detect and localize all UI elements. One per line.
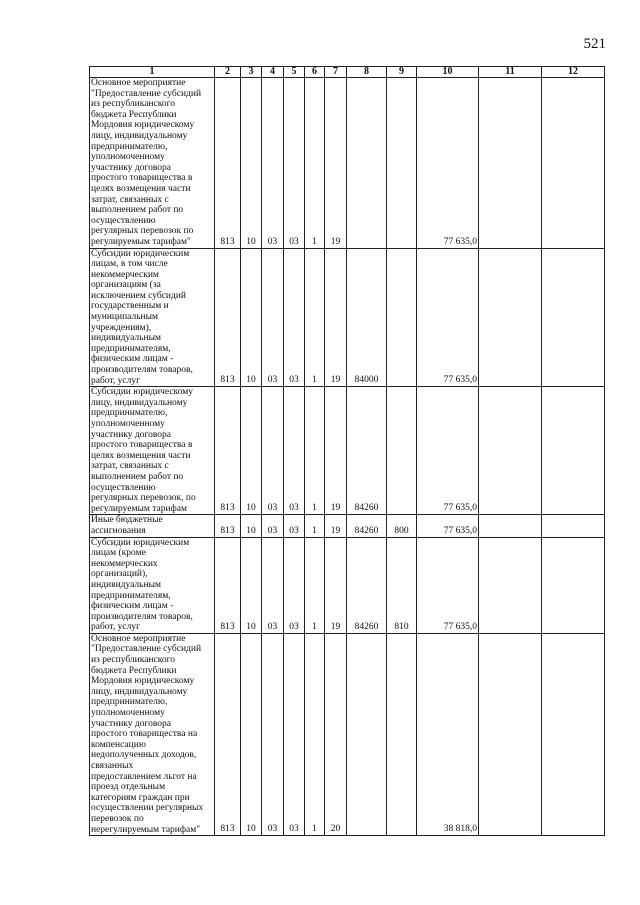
column-header: 2	[215, 67, 241, 78]
row-description: Основное мероприятие "Предоставление субсидий из республиканского бюджета Республики Мордовия юридическому лицу, индивидуальному предпринимателю, уполномоченному участнику договора простого товарищества в целях возмещения части затрат, связанных с выполнением работ по осуществлению регулярных перевозок по регулируемым тарифам"	[90, 78, 215, 249]
amount-cell	[479, 78, 542, 249]
amount-cell: 77 635,0	[417, 515, 479, 537]
budget-table	[89, 66, 605, 836]
amount-cell	[479, 515, 542, 537]
subsection-code: 03	[262, 515, 284, 537]
amount-cell	[479, 248, 542, 387]
column-header: 5	[284, 67, 305, 78]
event-code: 19	[325, 78, 347, 249]
subprogram-code: 1	[305, 387, 325, 515]
direction-code	[347, 78, 387, 249]
amount-cell: 38 818,0	[417, 633, 479, 835]
amount-cell	[542, 248, 605, 387]
section-code: 10	[241, 633, 262, 835]
expense-type-code	[387, 78, 417, 249]
subprogram-code: 1	[305, 248, 325, 387]
page-number: 521	[583, 36, 606, 52]
row-description: Субсидии юридическому лицу, индивидуальному предпринимателю, уполномоченному участнику договора простого товарищества в целях возмещения части затрат, связанных с выполнением работ по осуществлению регулярных перевозок, по регулируемым тарифам	[90, 387, 215, 515]
table-row	[90, 248, 605, 387]
ministry-code: 813	[215, 78, 241, 249]
amount-cell	[542, 537, 605, 633]
expense-type-code: 810	[387, 537, 417, 633]
subsection-code: 03	[262, 78, 284, 249]
program-code: 03	[284, 78, 305, 249]
subprogram-code: 1	[305, 537, 325, 633]
amount-cell: 77 635,0	[417, 78, 479, 249]
amount-cell	[542, 633, 605, 835]
amount-cell	[542, 78, 605, 249]
table-row	[90, 633, 605, 835]
section-code: 10	[241, 537, 262, 633]
direction-code: 84260	[347, 515, 387, 537]
subsection-code: 03	[262, 633, 284, 835]
ministry-code: 813	[215, 248, 241, 387]
subsection-code: 03	[262, 248, 284, 387]
subprogram-code: 1	[305, 515, 325, 537]
event-code: 19	[325, 537, 347, 633]
column-header: 11	[479, 67, 542, 78]
event-code: 20	[325, 633, 347, 835]
column-header: 9	[387, 67, 417, 78]
table-row	[90, 515, 605, 537]
table-row	[90, 537, 605, 633]
direction-code: 84260	[347, 537, 387, 633]
subsection-code: 03	[262, 537, 284, 633]
program-code: 03	[284, 387, 305, 515]
amount-cell	[479, 633, 542, 835]
column-header: 7	[325, 67, 347, 78]
event-code: 19	[325, 248, 347, 387]
column-header: 10	[417, 67, 479, 78]
column-header: 3	[241, 67, 262, 78]
section-code: 10	[241, 248, 262, 387]
subprogram-code: 1	[305, 633, 325, 835]
amount-cell	[542, 387, 605, 515]
ministry-code: 813	[215, 537, 241, 633]
program-code: 03	[284, 248, 305, 387]
row-description: Субсидии юридическим лицам, в том числе некоммерческим организациям (за исключением субсидий государственным и муниципальным учреждениям), индивидуальным предпринимателям, физическим лицам - производителям товаров, работ, услуг	[90, 248, 215, 387]
event-code: 19	[325, 515, 347, 537]
amount-cell	[542, 515, 605, 537]
amount-cell: 77 635,0	[417, 537, 479, 633]
direction-code	[347, 633, 387, 835]
direction-code: 84260	[347, 387, 387, 515]
amount-cell	[479, 387, 542, 515]
ministry-code: 813	[215, 387, 241, 515]
ministry-code: 813	[215, 515, 241, 537]
expense-type-code	[387, 633, 417, 835]
amount-cell	[479, 537, 542, 633]
amount-cell: 77 635,0	[417, 387, 479, 515]
amount-cell: 77 635,0	[417, 248, 479, 387]
event-code: 19	[325, 387, 347, 515]
expense-type-code	[387, 248, 417, 387]
table-row	[90, 78, 605, 249]
program-code: 03	[284, 633, 305, 835]
column-header: 6	[305, 67, 325, 78]
row-description: Субсидии юридическим лицам (кроме некоммерческих организаций), индивидуальным предпринимателям, физическим лицам - производителям товаров, работ, услуг	[90, 537, 215, 633]
section-code: 10	[241, 78, 262, 249]
section-code: 10	[241, 515, 262, 537]
row-description: Основное мероприятие "Предоставление субсидий из республиканского бюджета Республики Мордовия юридическому лицу, индивидуальному предпринимателю, уполномоченному участнику договора простого товарищества на компенсацию недополученных доходов, связанных предоставлением льгот на проезд отдельным категориям граждан при осуществлении регулярных перевозок по нерегулируемым тарифам"	[90, 633, 215, 835]
program-code: 03	[284, 537, 305, 633]
column-number-header-row	[90, 67, 605, 78]
subprogram-code: 1	[305, 78, 325, 249]
column-header: 4	[262, 67, 284, 78]
subsection-code: 03	[262, 387, 284, 515]
ministry-code: 813	[215, 633, 241, 835]
table-row	[90, 387, 605, 515]
direction-code: 84000	[347, 248, 387, 387]
section-code: 10	[241, 387, 262, 515]
expense-type-code: 800	[387, 515, 417, 537]
column-header: 12	[542, 67, 605, 78]
column-header: 8	[347, 67, 387, 78]
row-description: Иные бюджетные ассигнования	[90, 515, 215, 537]
program-code: 03	[284, 515, 305, 537]
expense-type-code	[387, 387, 417, 515]
column-header: 1	[90, 67, 215, 78]
